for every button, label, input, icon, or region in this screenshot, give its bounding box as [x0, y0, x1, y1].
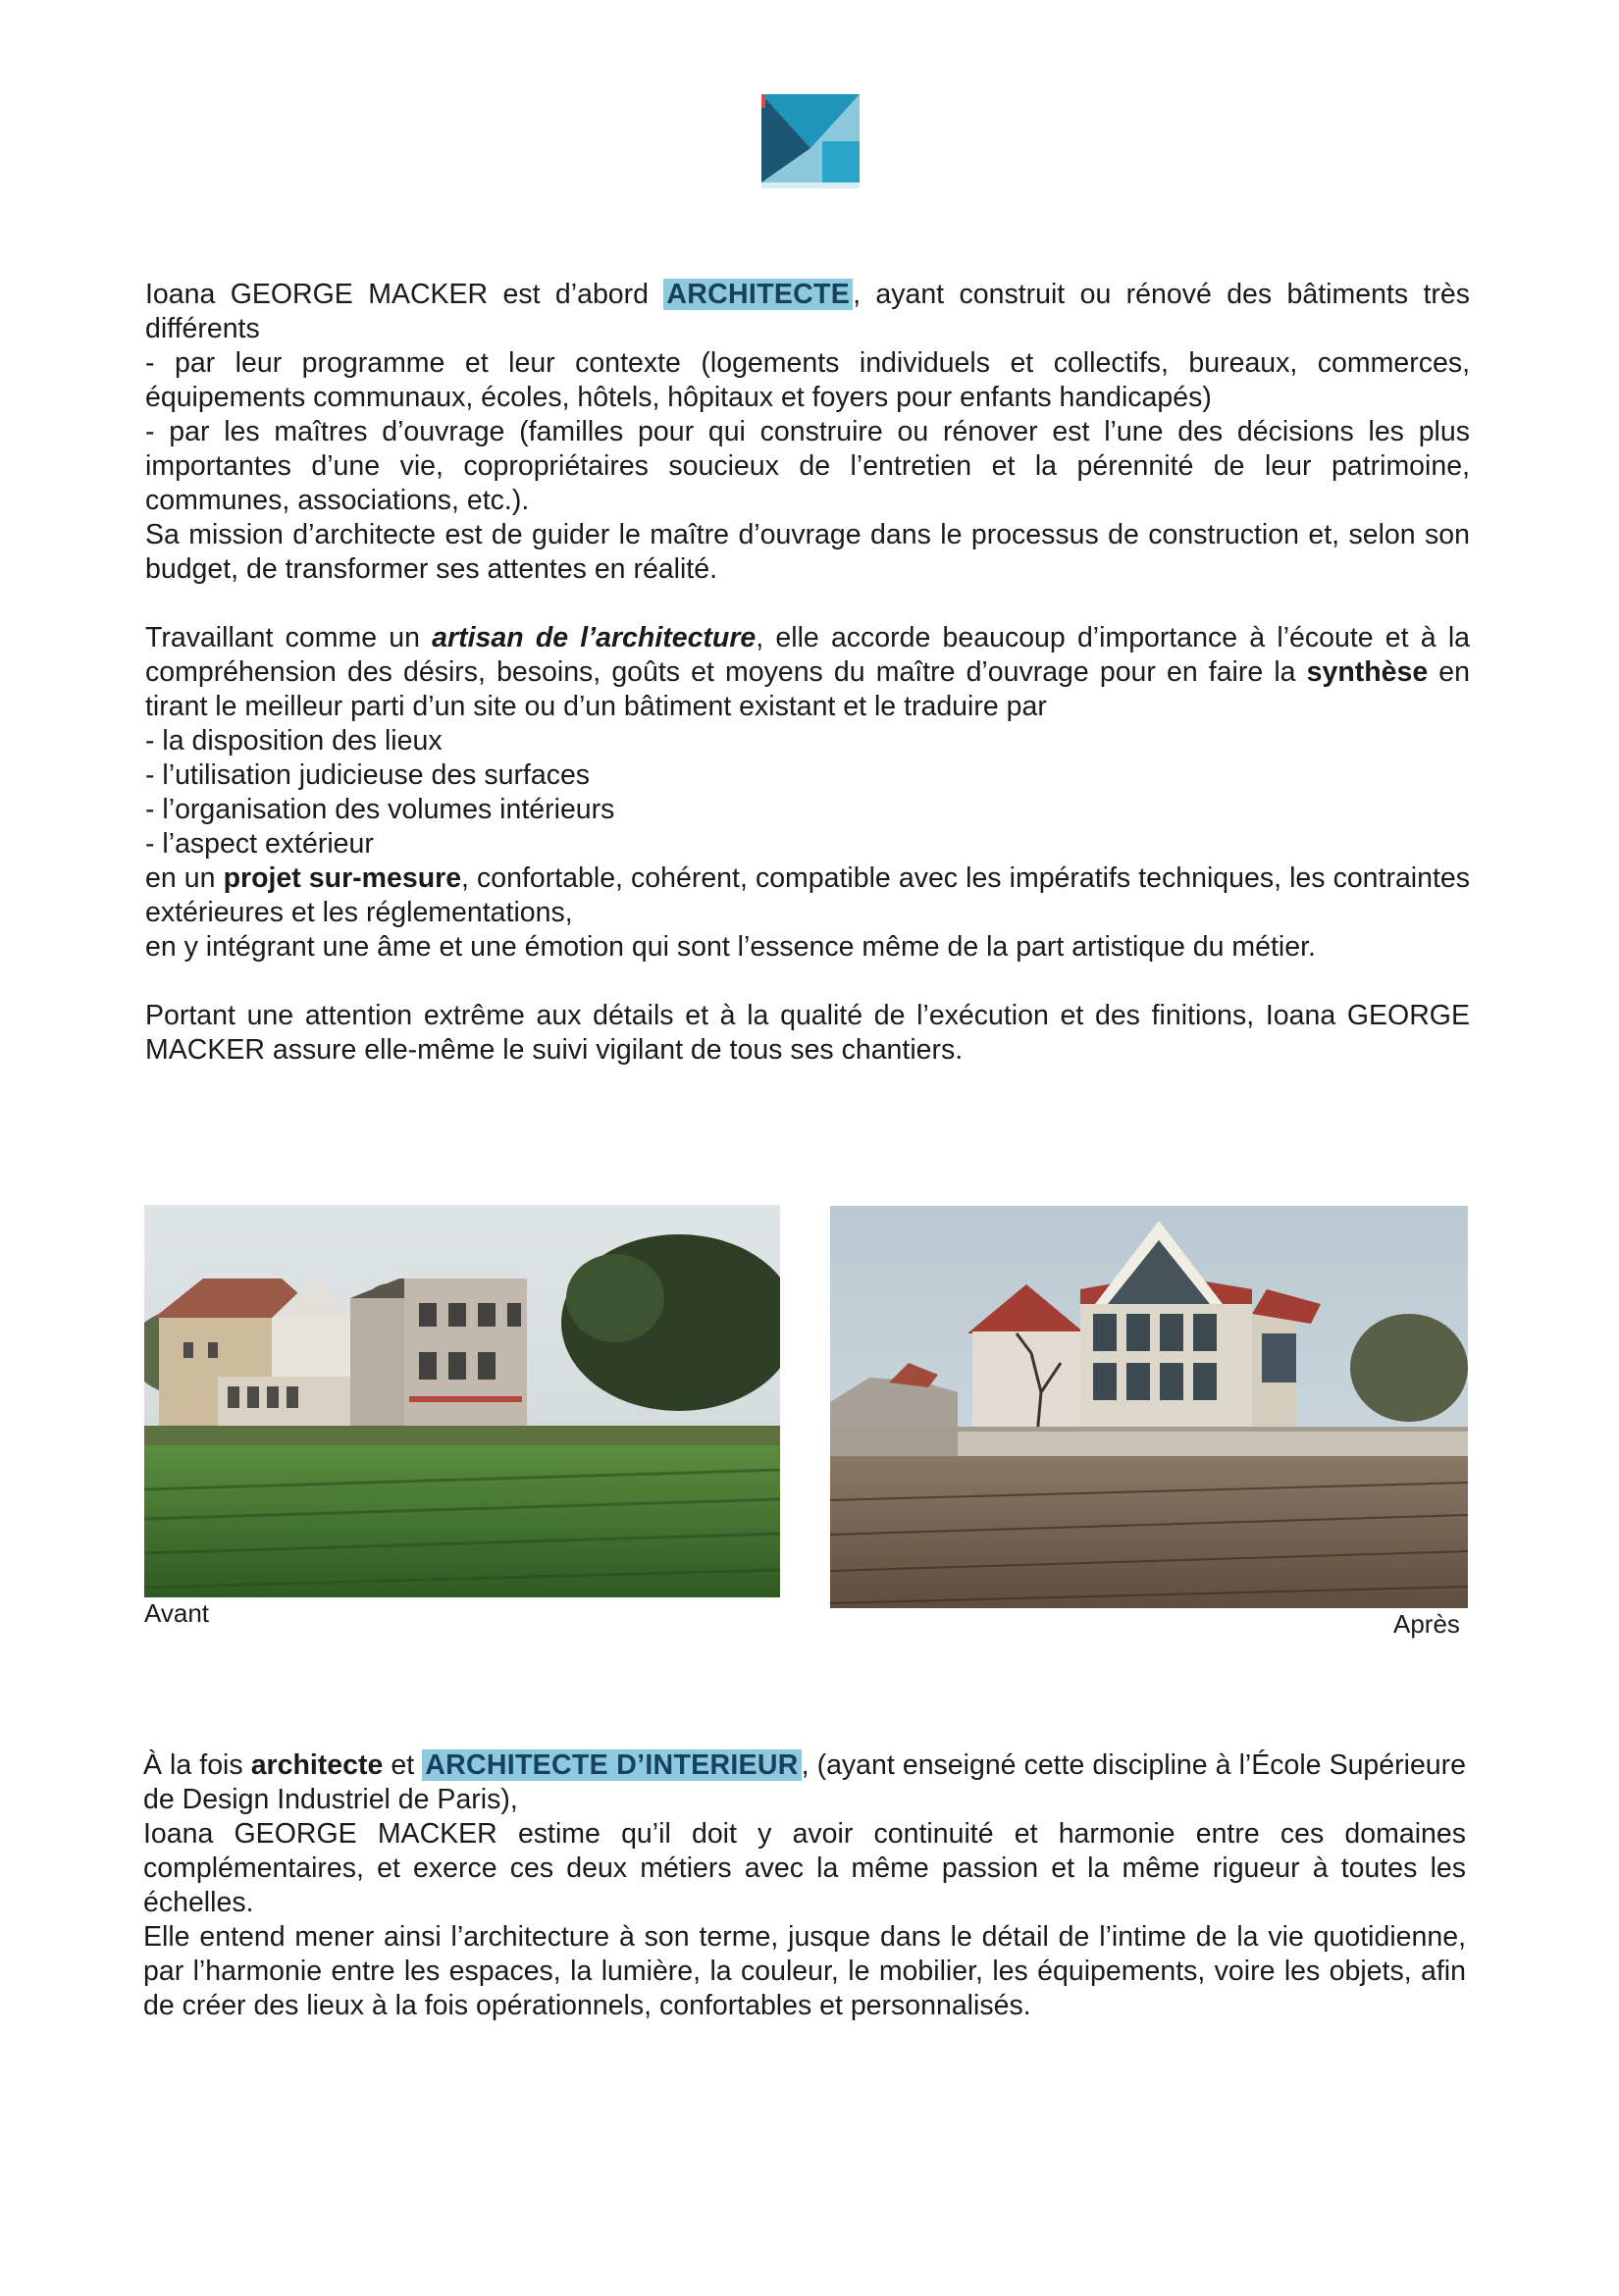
- interior-text: À la fois: [143, 1749, 251, 1781]
- highlight-architecte: ARCHITECTE: [663, 279, 853, 310]
- highlight-architecte-interieur: ARCHITECTE D’INTERIEUR: [422, 1749, 801, 1781]
- architecte-emphasis: architecte: [250, 1749, 384, 1781]
- artisan-text-end: en tirant le meilleur parti d’un site ou d’un bâtiment existant et le traduire par: [145, 656, 1470, 722]
- program-line: - par leur programme et leur contexte (logements individuels et collectifs, bureaux, commerces, équipements communaux, écoles, hôtels, hôpitaux et foyers pour enfants handicapés): [145, 347, 1470, 413]
- interior-text-end: , (ayant enseigné cette discipline à l’École Supérieure de Design Industriel de Paris),: [143, 1749, 1467, 1815]
- projet-text-end: , confortable, cohérent, compatible avec les impératifs techniques, les contraintes extérieures et les réglementations,: [145, 862, 1470, 928]
- after-photo: [830, 1206, 1468, 1608]
- interior-text-mid: et: [383, 1749, 423, 1781]
- artisan-text: Travaillant comme un: [145, 622, 433, 653]
- list-item: - l’aspect extérieur: [145, 828, 374, 860]
- projet-paragraph: [145, 861, 1470, 930]
- interior-paragraph: [143, 1748, 1466, 1817]
- after-caption: Après: [1393, 1609, 1460, 1639]
- projet-emphasis: projet sur-mesure: [223, 862, 462, 894]
- artisan-paragraph: [145, 621, 1470, 724]
- intro-paragraph: [145, 278, 1470, 346]
- intro-text: Ioana GEORGE MACKER est d’abord: [145, 279, 664, 310]
- continuity-line: Ioana GEORGE MACKER estime qu’il doit y avoir continuité et harmonie entre ces domaines complémentaires, et exerce ces deux métiers avec la même passion et la même rigueur à toutes les échelles.: [143, 1818, 1466, 1918]
- artisan-emphasis: artisan de l’architecture: [432, 622, 757, 653]
- intro-text-end: , ayant construit ou rénové des bâtiments très différents: [145, 279, 1471, 344]
- list-item: - l’organisation des volumes intérieurs: [145, 794, 615, 825]
- mission-line: Sa mission d’architecte est de guider le maître d’ouvrage dans le processus de construction et, selon son budget, de transformer ses attentes en réalité.: [145, 519, 1470, 585]
- intro-section: [145, 278, 1470, 1068]
- artisan-text-mid: , elle accorde beaucoup d’importance à l’écoute et à la compréhension des désirs, besoins, goûts et moyens du maître d’ouvrage pour en faire la: [145, 622, 1470, 688]
- interior-section: [143, 1748, 1466, 2023]
- clients-line: - par les maîtres d’ouvrage (familles pour qui construire ou rénover est l’une des décisions les plus importantes d’une vie, copropriétaires soucieux de l’entretien et la pérennité de leur patrimoine, communes, associations, etc.).: [145, 416, 1470, 516]
- synthese-emphasis: synthèse: [1306, 656, 1429, 688]
- before-photo: [144, 1205, 780, 1597]
- before-caption: Avant: [144, 1598, 210, 1628]
- list-item: - l’utilisation judicieuse des surfaces: [145, 759, 591, 791]
- harmony-paragraph: Elle entend mener ainsi l’architecture à son terme, jusque dans le détail de l’intime de la vie quotidienne, par l’harmonie entre les espaces, la lumière, la couleur, le mobilier, les équipements, voire les objets, afin de créer des lieux à la fois opérationnels, confortables et personnalisés.: [143, 1921, 1466, 2021]
- list-item: - la disposition des lieux: [145, 725, 443, 757]
- ame-line: en y intégrant une âme et une émotion qui sont l’essence même de la part artistique du métier.: [145, 931, 1316, 963]
- projet-text: en un: [145, 862, 224, 894]
- details-paragraph: Portant une attention extrême aux détails et à la qualité de l’exécution et des finitions, Ioana GEORGE MACKER assure elle-même le suivi vigilant de tous ses chantiers.: [145, 1000, 1470, 1066]
- company-logo-icon: [761, 94, 860, 188]
